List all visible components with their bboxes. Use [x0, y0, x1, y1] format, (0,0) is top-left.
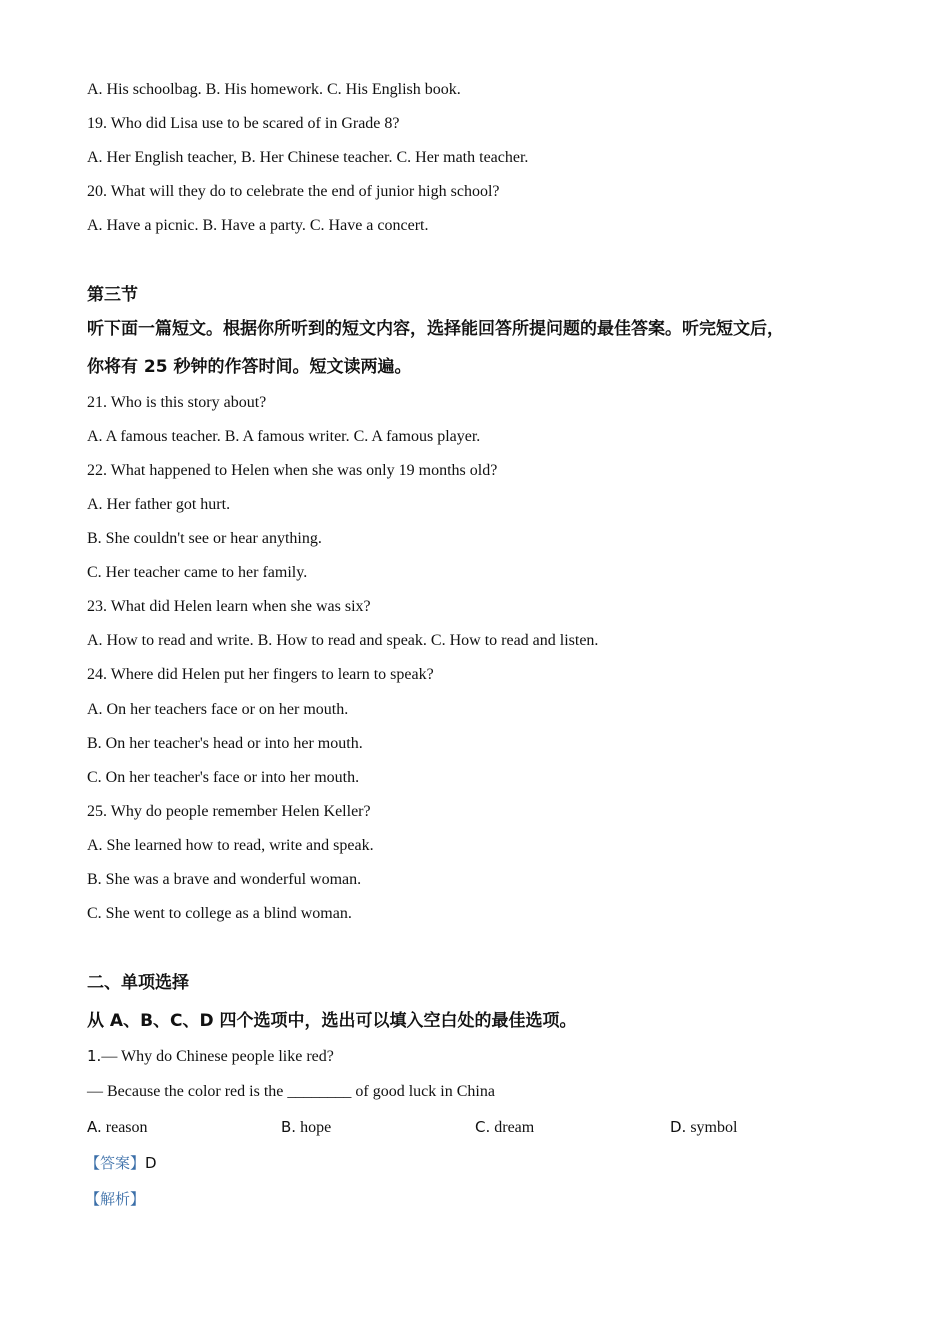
q24-question: 24. Where did Helen put her fingers to learn to speak?: [87, 666, 434, 683]
answer-value: D: [145, 1154, 157, 1172]
q25-option-b: B. She was a brave and wonderful woman.: [87, 871, 362, 888]
option-letter: A.: [87, 1118, 102, 1136]
q1-line1: — Why do Chinese people like red?: [101, 1048, 334, 1065]
section3-instruction-line1: 听下面一篇短文。根据你所听到的短文内容，选择能回答所提问题的最佳答案。听完短文后，: [87, 319, 784, 339]
q1-option-a: [87, 1117, 148, 1138]
answer-label: 【答案】: [85, 1154, 146, 1172]
section3-instruction-line2: 你将有 25 秒钟的作答时间。短文读两遍。: [87, 357, 412, 377]
q18-options: A. His schoolbag. B. His homework. C. His English book.: [87, 81, 461, 98]
q24-option-c: C. On her teacher's face or into her mouth.: [87, 769, 360, 786]
option-text: reason: [101, 1119, 148, 1136]
q25-option-c: C. She went to college as a blind woman.: [87, 905, 352, 922]
option-text: symbol: [686, 1119, 738, 1136]
answer-line: [85, 1153, 157, 1174]
q20-options: A. Have a picnic. B. Have a party. C. Have a concert.: [87, 217, 429, 234]
q22-option-c: C. Her teacher came to her family.: [87, 564, 308, 581]
q23-options: A. How to read and write. B. How to read and speak. C. How to read and listen.: [87, 632, 599, 649]
option-letter: B.: [281, 1118, 297, 1136]
q1-number: 1.: [87, 1047, 102, 1065]
q20-question: 20. What will they do to celebrate the end of junior high school?: [87, 183, 500, 200]
q22-option-b: B. She couldn't see or hear anything.: [87, 530, 322, 547]
analysis-label: 【解析】: [85, 1190, 146, 1208]
q19-options: A. Her English teacher, B. Her Chinese teacher. C. Her math teacher.: [87, 149, 529, 166]
option-text: hope: [296, 1119, 332, 1136]
q25-option-a: A. She learned how to read, write and speak.: [87, 837, 374, 854]
q21-question: 21. Who is this story about?: [87, 394, 267, 411]
q24-option-a: A. On her teachers face or on her mouth.: [87, 701, 349, 718]
section3-title: 第三节: [87, 285, 138, 305]
part2-instruction: 从 A、B、C、D 四个选项中，选出可以填入空白处的最佳选项。: [87, 1011, 577, 1031]
q1-prompt: [87, 1046, 334, 1067]
q21-options: A. A famous teacher. B. A famous writer. C. A famous player.: [87, 428, 481, 445]
q1-options: [87, 1117, 867, 1137]
q24-option-b: B. On her teacher's head or into her mouth.: [87, 735, 363, 752]
option-letter: D.: [670, 1118, 687, 1136]
q1-option-c: [475, 1117, 534, 1138]
q23-question: 23. What did Helen learn when she was six?: [87, 598, 371, 615]
q1-option-b: [281, 1117, 331, 1138]
option-letter: C.: [475, 1118, 491, 1136]
q1-line2: — Because the color red is the ________ of good luck in China: [87, 1083, 495, 1100]
part2-title: 二、单项选择: [87, 973, 189, 993]
q22-question: 22. What happened to Helen when she was only 19 months old?: [87, 462, 498, 479]
q19-question: 19. Who did Lisa use to be scared of in Grade 8?: [87, 115, 400, 132]
option-text: dream: [490, 1119, 535, 1136]
q25-question: 25. Why do people remember Helen Keller?: [87, 803, 371, 820]
q1-option-d: [670, 1117, 737, 1138]
analysis-line: [85, 1189, 145, 1210]
q22-option-a: A. Her father got hurt.: [87, 496, 231, 513]
